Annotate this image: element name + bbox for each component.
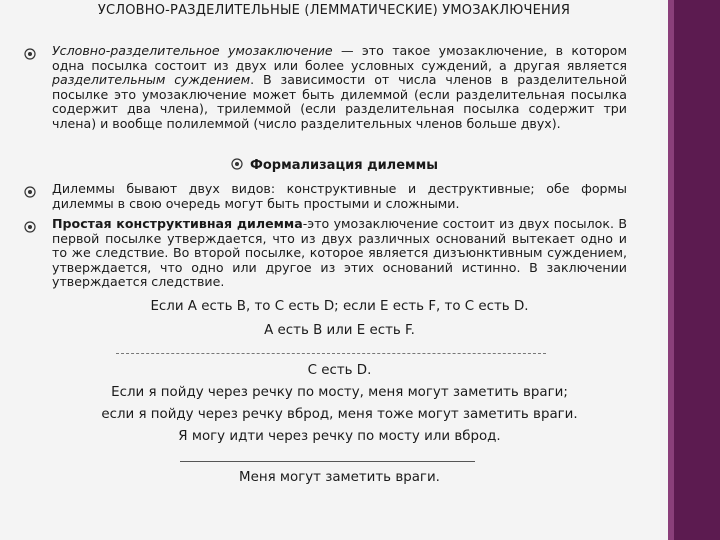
definition-text-cont: . В зависимости от числа членов в разделительной посылке это умозаключение может быть дилеммой (если разделительная посылка содержит два члена), трилеммой (если разделительная посылка содержит три члена) и вообще полилеммой (число разделительных членов больше двух).	[52, 72, 627, 131]
decorative-sidebar	[668, 0, 720, 540]
formula-conclusion: C есть D.	[307, 363, 372, 378]
formula-divider	[116, 353, 546, 354]
formula-premise-1: Если A есть B, то C есть D; если E есть F, то C есть D.	[150, 299, 529, 314]
sidebar-edge	[668, 0, 674, 540]
term-simple-constructive: Простая конструктивная дилемма	[52, 216, 303, 231]
page-title: УСЛОВНО-РАЗДЕЛИТЕЛЬНЫЕ (ЛЕММАТИЧЕСКИЕ) УМОЗАКЛЮЧЕНИЯ	[97, 3, 571, 18]
term-disjunctive-judgment: разделительным суждением	[52, 72, 251, 88]
circled-dot-icon	[24, 45, 38, 59]
example-conclusion: Меня могут заметить враги.	[239, 470, 440, 485]
paragraph-dilemma-types: Дилеммы бывают двух видов: конструктивные и деструктивные; обе формы дилеммы в свою очередь могут быть простыми и сложными.	[52, 181, 627, 211]
simple-constructive-text: -это умозаключение состоит из двух посылок. В первой посылке утверждается, что из двух различных оснований вытекает одно и то же следствие. Во второй посылке, которое является дизъюнктивным суждением, утверждается, что одно или другое из этих оснований истинно. В заключении утверждается следствие.	[52, 216, 627, 290]
subheading	[0, 158, 668, 173]
formula-premise-2: A есть B или E есть F.	[264, 323, 415, 338]
example-premise-2: если я пойду через речку вброд, меня тоже могут заметить враги.	[101, 407, 578, 422]
subheading-text: Формализация дилеммы	[249, 158, 439, 173]
circled-dot-icon	[24, 183, 38, 197]
circled-dot-icon	[24, 218, 38, 232]
term-conditional-disjunctive: Условно-разделительное умозаключение	[52, 43, 333, 58]
definition-text: — это такое умозаключение, в котором одна посылка состоит из двух или более условных суждений, а другая является	[52, 43, 627, 73]
example-premise-1: Если я пойду через речку по мосту, меня могут заметить враги;	[111, 385, 568, 400]
paragraph-simple-constructive	[52, 217, 627, 290]
circled-dot-icon	[230, 158, 244, 172]
paragraph-definition	[52, 44, 627, 132]
example-divider	[180, 461, 475, 462]
example-premise-3: Я могу идти через речку по мосту или вброд.	[178, 429, 501, 444]
